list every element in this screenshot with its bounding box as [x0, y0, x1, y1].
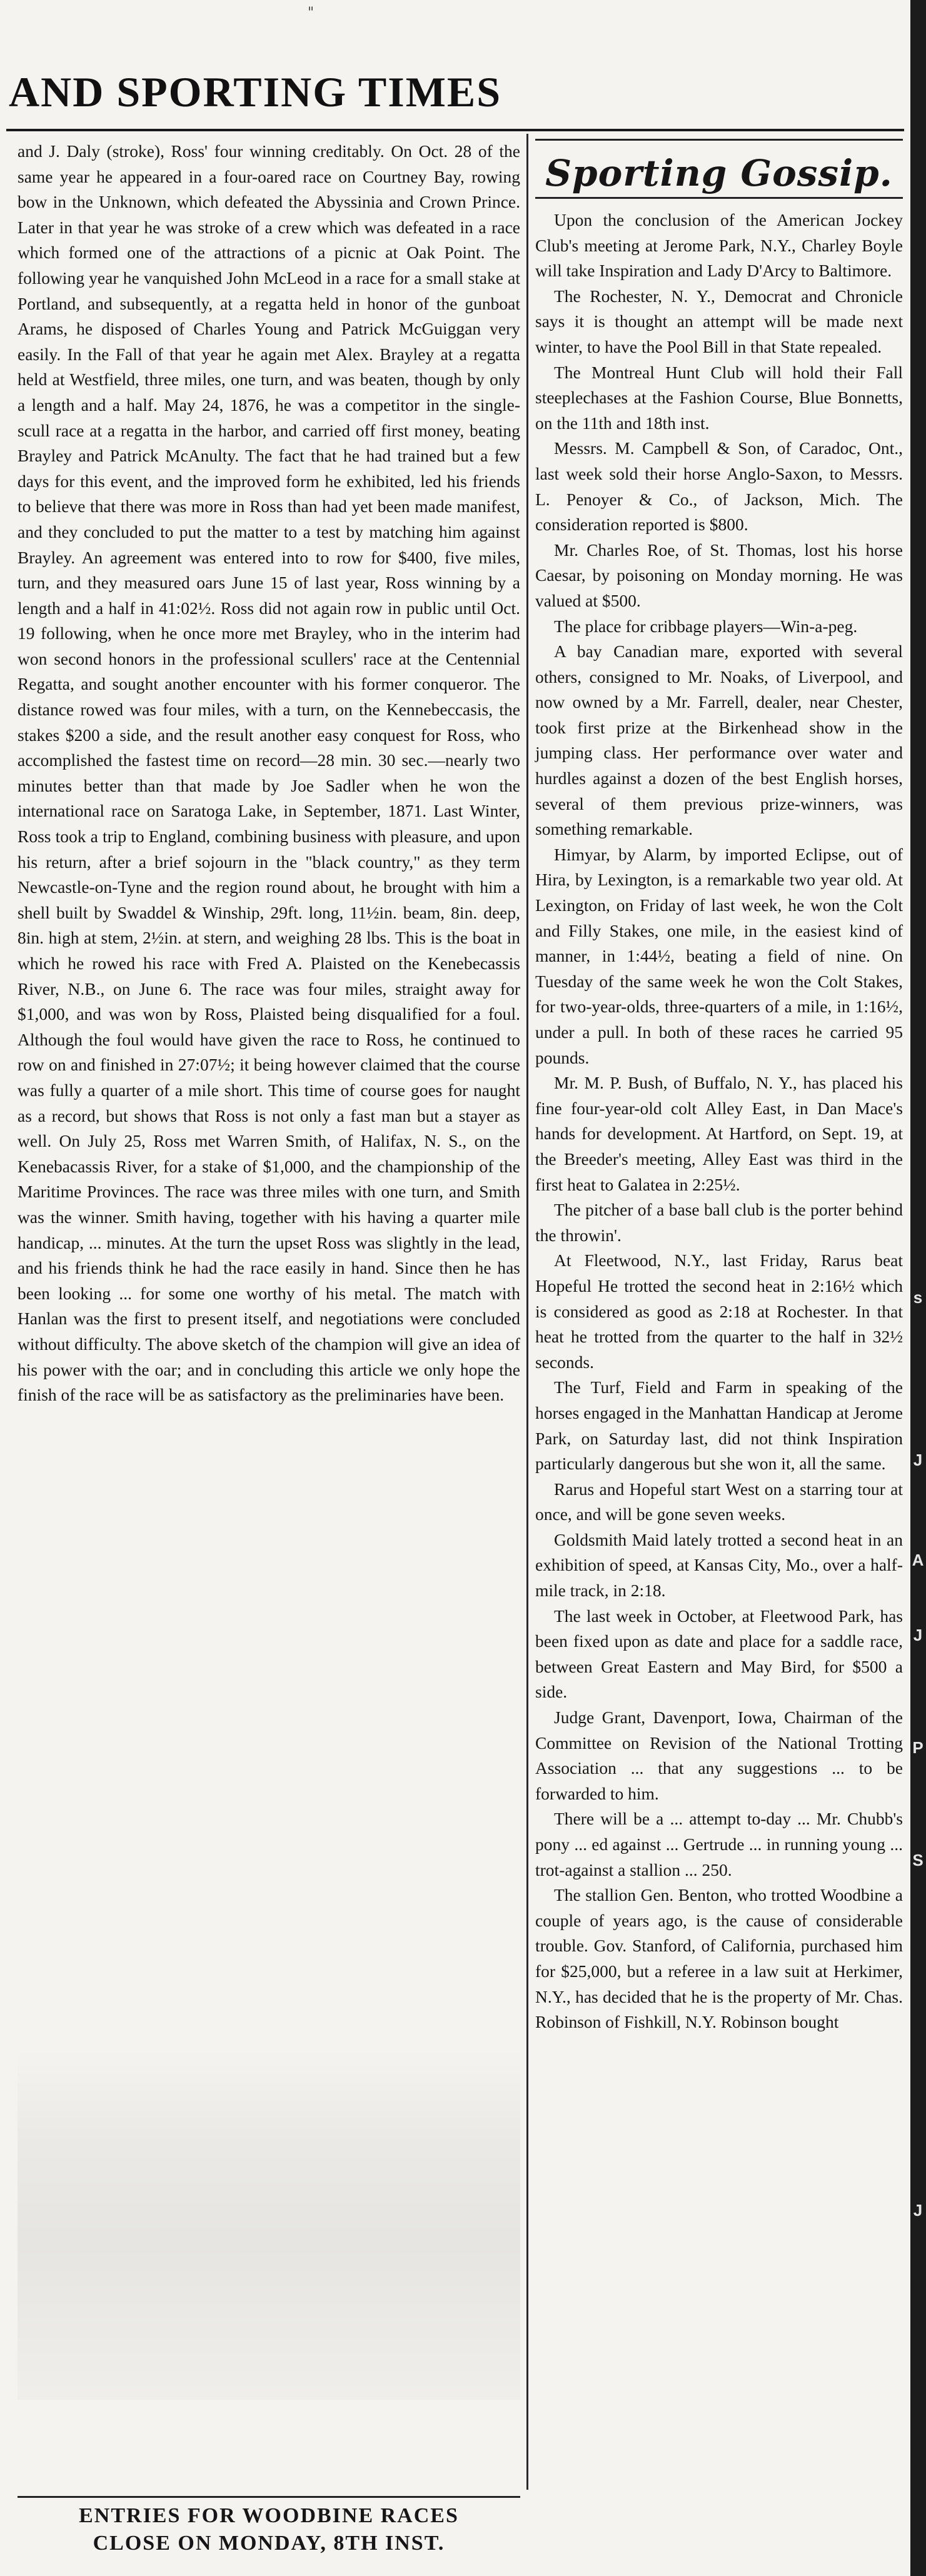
- gossip-item: The stallion Gen. Benton, who trotted Woodbine a couple of years ago, is the cause of considerable trouble. Gov. Stanford, of California, purchased him for $25,000, but a referee in a law suit at Herkimer, N.Y., has decided that he is the property of Mr. Chas. Robinson of Fishkill, N.Y. Robinson bought: [535, 1885, 903, 2032]
- gossip-item: Goldsmith Maid lately trotted a second heat in an exhibition of speed, at Kansas City, Mo., over a half-mile track, in 2:18.: [535, 1529, 903, 1601]
- gossip-item: Himyar, by Alarm, by imported Eclipse, out of Hira, by Lexington, is a remarkable two year old. At Lexington, on Friday of last week, he won the Colt and Filly Stakes, one mile, in the easiest kind of manner, in 1:44½, beating a field of nine. On Tuesday of the same week he won the Colt Stakes, for two-year-olds, three-quarters of a mile, in 1:16½, under a pull. In both of these races he carried 95 pounds.: [535, 844, 903, 1067]
- gossip-item: At Fleetwood, N.Y., last Friday, Rarus beat Hopeful He trotted the second heat in 2:16½ which is considered as good as 2:18 at Rochester. In that heat he trotted from the quarter to the half in 32½ seconds.: [535, 1250, 903, 1372]
- gossip-item: Messrs. M. Campbell & Son, of Caradoc, Ont., last week sold their horse Anglo-Saxon, to Messrs. L. Penoyer & Co., of Jackson, Mich. The consideration reported is $800.: [535, 438, 903, 535]
- sporting-gossip-heading: Sporting Gossip.: [545, 152, 893, 194]
- gossip-item: Judge Grant, Davenport, Iowa, Chairman of the Committee on Revision of the National Trotting Association ... that any suggestions ... to be forwarded to him.: [535, 1708, 903, 1803]
- column-divider: [526, 134, 528, 2490]
- gossip-item: A bay Canadian mare, exported with several others, consigned to Mr. Noaks, of Liverpool, and now owned by a Mr. Farrell, dealer, near Chester, took first prize at the Birkenhead show in the jumping class. Her performance over water and hurdles against a dozen of the best English horses, several of them previous prize-winners, was something remarkable.: [535, 641, 903, 839]
- gossip-item: Mr. Charles Roe, of St. Thomas, lost his horse Caesar, by poisoning on Monday morning. He was valued at $500.: [535, 540, 903, 610]
- edge-fragment: J: [913, 1451, 923, 1469]
- gossip-item: The Rochester, N. Y., Democrat and Chronicle says it is thought an attempt will be made next winter, to have the Pool Bill in that State repealed.: [535, 286, 903, 356]
- top-mark: ": [308, 5, 315, 21]
- edge-fragment: J: [913, 2201, 923, 2220]
- edge-fragment: J: [913, 1626, 923, 1644]
- gossip-item: The last week in October, at Fleetwood Park, has been fixed upon as date and place for a saddle race, between Great Eastern and May Bird, for $500 a side.: [535, 1606, 903, 1702]
- gossip-item: Mr. M. P. Bush, of Buffalo, N. Y., has placed his fine four-year-old colt Alley East, in Dan Mace's hands for development. At Hartford, on Sept. 19, at the Breeder's meeting, Alley East was third in the first heat to Galatea in 2:25½.: [535, 1073, 903, 1194]
- masthead-rule: [6, 129, 904, 131]
- gossip-item: The Montreal Hunt Club will hold their Fall steeplechases at the Fashion Course, Blue Bonnetts, on the 11th and 18th inst.: [535, 362, 903, 433]
- gossip-item: There will be a ... attempt to-day ... Mr. Chubb's pony ... ed against ... Gertrude ... in running young ... trot-against a stallion ... 250.: [535, 1809, 903, 1879]
- gossip-item: The Turf, Field and Farm in speaking of the horses engaged in the Manhattan Handicap at Jerome Park, on Saturday last, did not think Inspiration particularly dangerous but she won it, all the same.: [535, 1377, 903, 1474]
- edge-fragment: A: [912, 1551, 924, 1569]
- section-header-rule-bottom: [535, 197, 903, 199]
- edge-fragment: s: [913, 1288, 923, 1307]
- footer-heading-line1: ENTRIES FOR WOODBINE RACES: [79, 2504, 459, 2527]
- edge-fragment: P: [912, 1738, 923, 1757]
- gossip-item: Upon the conclusion of the American Jockey Club's meeting at Jerome Park, N.Y., Charley Boyle will take Inspiration and Lady D'Arcy to Baltimore.: [535, 210, 903, 281]
- right-column: [535, 139, 903, 2035]
- section-header-rule: [535, 139, 903, 141]
- left-column-text: and J. Daly (stroke), Ross' four winning creditably. On Oct. 28 of the same year he appeared in a four-oared race on Courtney Bay, rowing bow in the Unknown, which defeated the Abyssinia and Crown Prince. Later in that year he was stroke of a crew which was defeated in a race which formed one of the attractions of a picnic at Oak Point. The following year he vanquished John McLeod in a race for a small stake at Portland, and subsequently, at a regatta held in honor of the gunboat Arams, he disposed of Charles Young and Patrick McGuiggan very easily. In the Fall of that year he again met Alex. Brayley at a regatta held at Westfield, three miles, one turn, and was beaten, though by only a length and a half. May 24, 1876, he was a competitor in the single-scull race at a regatta in the harbor, and carried off first money, beating Brayley and Patrick McAnulty. The fact that he had trained but a few days for this event, and the improved form he exhibited, led his friends to believe that there was more in Ross than had yet been made manifest, and they concluded to put the matter to a test by matching him against Brayley. An agreement was entered into to row for $400, five miles, turn, and they measured oars June 15 of last year, Ross winning by a length and a half in 41:02½. Ross did not again row in public until Oct. 19 following, when he once more met Brayley, who in the interim had won second honors in the professional scullers' race at the Centennial Regatta, and sought another encounter with his former conqueror. The distance rowed was four miles, with a turn, on the Kennebeccasis, the stakes $200 a side, and the result another easy conquest for Ross, who accomplished the fastest time on record—28 min. 30 sec.—nearly two minutes better than that made by Joe Sadler when he won the international race on Saratoga Lake, in September, 1871. Last Winter, Ross took a trip to England, combining business with pleasure, and upon his return, after a brief sojourn in the "black country," as they term Newcastle-on-Tyne and the region round about, he brought with him a shell built by Swaddel & Winship, 29ft. long, 11½in. beam, 8in. deep, 8in. high at stem, 2½in. at stern, and weighing 28 lbs. This is the boat in which he rowed his race with Fred A. Plaisted on the Kenebecassis River, N.B., on June 6. The race was four miles, straight away for $1,000, and was won by Ross, Plaisted being disqualified for a foul. Although the foul would have given the race to Ross, he continued to row on and finished in 27:07½; it being however claimed that the course was fully a quarter of a mile short. This time of course goes for naught as a record, but shows that Ross is not only a fast man but a stayer as well. On July 25, Ross met Warren Smith, of Halifax, N. S., on the Kenebacassis River, for a stake of $1,000, and the championship of the Maritime Provinces. The race was three miles with one turn, and Smith was the winner. Smith having, together with his having a quarter mile handicap, ... minutes. At the turn the upset Ross was slightly in the lead, and his friends think he had the race easily in hand. Since then he has been looking ... for some one worthy of his metal. The match with Hanlan was the first to present itself, and negotiations were concluded without difficulty. The above sketch of the champion will give an idea of his power with the oar; and in concluding this article we only hope the finish of the race will be as satisfactory as the preliminaries have been.: [18, 141, 520, 1405]
- left-column: [18, 139, 520, 1408]
- footer-heading-line2: CLOSE ON MONDAY, 8TH INST.: [93, 2532, 445, 2555]
- gossip-item: The place for cribbage players—Win-a-peg.: [554, 616, 858, 636]
- footer-heading: [18, 2502, 520, 2557]
- faded-print-area: [18, 2050, 520, 2400]
- footer-rule: [18, 2496, 520, 2498]
- gossip-item: The pitcher of a base ball club is the porter behind the throwin'.: [535, 1200, 903, 1245]
- edge-fragment: S: [912, 1851, 923, 1869]
- masthead-title: AND SPORTING TIMES: [9, 68, 502, 116]
- gossip-item: Rarus and Hopeful start West on a starring tour at once, and will be gone seven weeks.: [535, 1479, 903, 1524]
